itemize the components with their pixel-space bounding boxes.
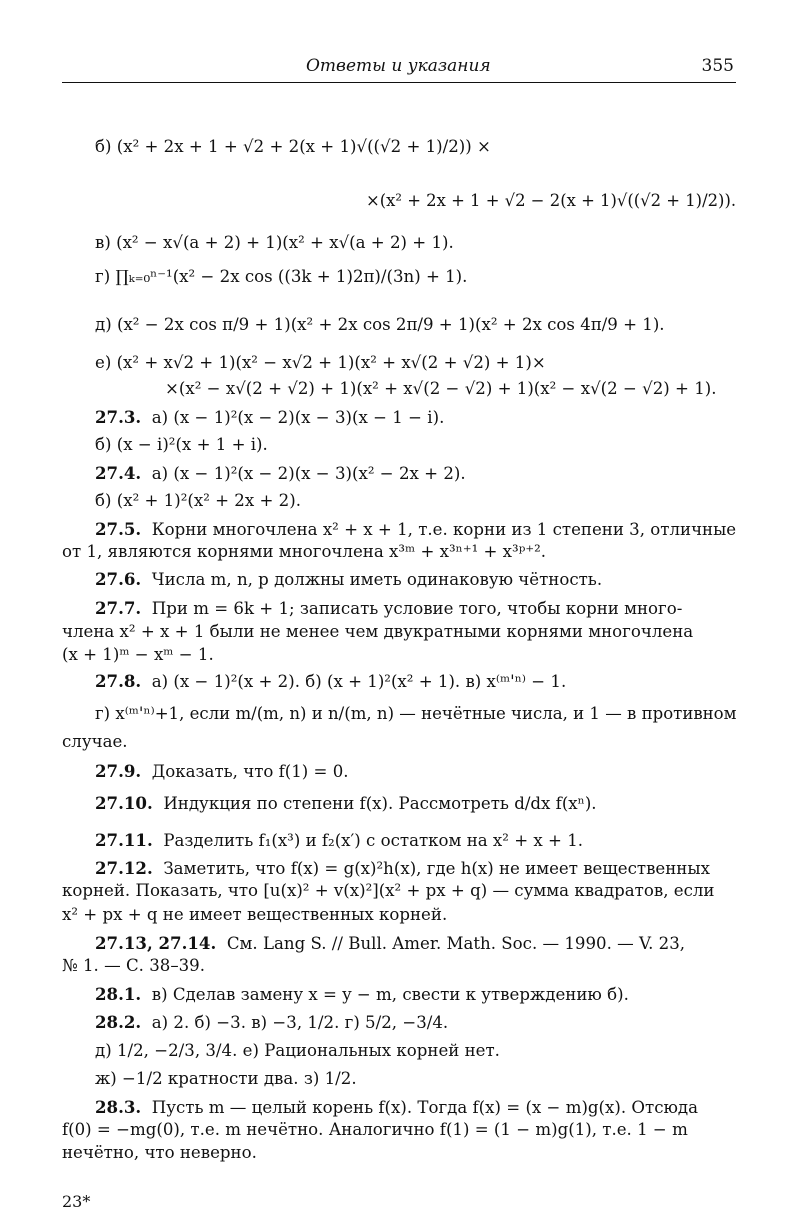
problem-number: 28.3. (95, 1097, 142, 1117)
problem-number: 28.1. (95, 984, 142, 1004)
line-text: б) (x² + 2x + 1 + √2 + 2(x + 1)√((√2 + 1)/2)) × (95, 137, 491, 156)
line-text: г) x⁽ᵐ'ⁿ⁾+1, если m/(m, n) и n/(m, n) — нечётные числа, и 1 — в противном (95, 704, 737, 723)
text-line (95, 266, 467, 288)
line-text: (x + 1)ᵐ − xᵐ − 1. (62, 645, 214, 664)
text-line (62, 621, 693, 643)
sheet-signature: 23* (62, 1192, 91, 1211)
line-text: б) (x − i)²(x + 1 + i). (95, 435, 268, 454)
line-text: е) (x² + x√2 + 1)(x² − x√2 + 1)(x² + x√(2 + √2) + 1)× (95, 353, 546, 372)
problem-number: 27.11. (95, 830, 153, 850)
text-line (95, 568, 602, 591)
problem-number: 27.4. (95, 463, 142, 483)
page-number: 355 (701, 56, 734, 76)
line-text: Корни многочлена x² + x + 1, т.е. корни из 1 степени 3, отличные (151, 520, 737, 539)
line-text: д) (x² − 2x cos π/9 + 1)(x² + 2x cos 2π/9 + 1)(x² + 2x cos 4π/9 + 1). (95, 315, 665, 334)
text-line (95, 1011, 448, 1034)
text-line (95, 462, 466, 485)
text-line (95, 857, 710, 880)
line-text: б) (x² + 1)²(x² + 2x + 2). (95, 491, 301, 510)
text-line (62, 541, 546, 563)
text-line (95, 232, 454, 254)
text-line (95, 597, 682, 620)
line-text: а) (x − 1)²(x − 2)(x − 3)(x − 1 − i). (151, 408, 445, 427)
text-line (95, 703, 737, 725)
text-line (95, 983, 629, 1006)
problem-number: 27.13, 27.14. (95, 933, 217, 953)
problem-number: 27.12. (95, 858, 153, 878)
text-line (95, 1096, 698, 1119)
text-line (165, 378, 717, 400)
line-text: ж) −1/2 кратности два. з) 1/2. (95, 1069, 357, 1088)
text-line (62, 731, 128, 753)
text-line (95, 760, 349, 783)
problem-number: 27.10. (95, 793, 153, 813)
problem-number: 27.3. (95, 407, 142, 427)
text-line (95, 434, 268, 456)
text-line (62, 1119, 688, 1141)
line-text: в) Сделав замену x = y − m, свести к утверждению б). (151, 985, 629, 1004)
problem-number: 27.7. (95, 598, 142, 618)
text-line (366, 190, 736, 212)
line-text: Заметить, что f(x) = g(x)²h(x), где h(x) не имеет вещественных (163, 859, 710, 878)
line-text: См. Lang S. // Bull. Amer. Math. Soc. — 1990. — V. 23, (226, 934, 686, 953)
text-line (95, 829, 583, 852)
text-line (95, 670, 566, 693)
text-line (95, 352, 546, 374)
text-line (95, 932, 685, 955)
line-text: от 1, являются корнями многочлена x³ᵐ + x³ⁿ⁺¹ + x³ᵖ⁺². (62, 542, 547, 561)
line-text: а) (x − 1)²(x − 2)(x − 3)(x² − 2x + 2). (151, 464, 466, 483)
text-line (95, 1068, 357, 1090)
line-text: № 1. — С. 38–39. (62, 956, 205, 975)
text-line (95, 792, 597, 815)
line-text: ×(x² + 2x + 1 + √2 − 2(x + 1)√((√2 + 1)/2)). (366, 191, 737, 210)
text-line (62, 904, 447, 926)
running-title: Ответы и указания (306, 56, 491, 76)
line-text: случае. (62, 732, 128, 751)
line-text: Доказать, что f(1) = 0. (151, 762, 349, 781)
line-text: корней. Показать, что [u(x)² + v(x)²](x² + px + q) — сумма квадратов, если (62, 881, 715, 900)
text-line (95, 1040, 500, 1062)
line-text: члена x² + x + 1 были не менее чем двукратными корнями многочлена (62, 622, 694, 641)
text-line (62, 955, 205, 977)
line-text: г) ∏ₖ₌₀ⁿ⁻¹(x² − 2x cos ((3k + 1)2π)/(3n) + 1). (95, 267, 468, 286)
problem-number: 27.6. (95, 569, 142, 589)
problem-number: 27.9. (95, 761, 142, 781)
text-line (62, 644, 214, 666)
running-header (62, 54, 736, 83)
problem-number: 28.2. (95, 1012, 142, 1032)
line-text: ×(x² − x√(2 + √2) + 1)(x² + x√(2 − √2) + 1)(x² − x√(2 − √2) + 1). (165, 379, 717, 398)
line-text: а) 2. б) −3. в) −3, 1/2. г) 5/2, −3/4. (151, 1013, 449, 1032)
problem-number: 27.8. (95, 671, 142, 691)
line-text: При m = 6k + 1; записать условие того, чтобы корни много- (151, 599, 683, 618)
line-text: д) 1/2, −2/3, 3/4. е) Рациональных корней нет. (95, 1041, 500, 1060)
text-line (95, 136, 491, 158)
line-text: а) (x − 1)²(x + 2). б) (x + 1)²(x² + 1). в) x⁽ᵐ'ⁿ⁾ − 1. (151, 672, 567, 691)
problem-number: 27.5. (95, 519, 142, 539)
line-text: нечётно, что неверно. (62, 1143, 257, 1162)
text-line (62, 1142, 257, 1164)
line-text: Индукция по степени f(x). Рассмотреть d/dx f(xⁿ). (163, 794, 597, 813)
line-text: Числа m, n, p должны иметь одинаковую чётность. (151, 570, 603, 589)
line-text: Разделить f₁(x³) и f₂(x′) с остатком на x² + x + 1. (163, 831, 584, 850)
text-line (95, 518, 736, 541)
line-text: Пусть m — целый корень f(x). Тогда f(x) = (x − m)g(x). Отсюда (151, 1098, 699, 1117)
line-text: x² + px + q не имеет вещественных корней. (62, 905, 448, 924)
text-line (62, 880, 714, 902)
text-line (95, 314, 665, 336)
text-line (95, 406, 444, 429)
line-text: f(0) = −mg(0), т.е. m нечётно. Аналогично f(1) = (1 − m)g(1), т.е. 1 − m (62, 1120, 688, 1139)
line-text: в) (x² − x√(a + 2) + 1)(x² + x√(a + 2) + 1). (95, 233, 454, 252)
text-line (95, 490, 301, 512)
